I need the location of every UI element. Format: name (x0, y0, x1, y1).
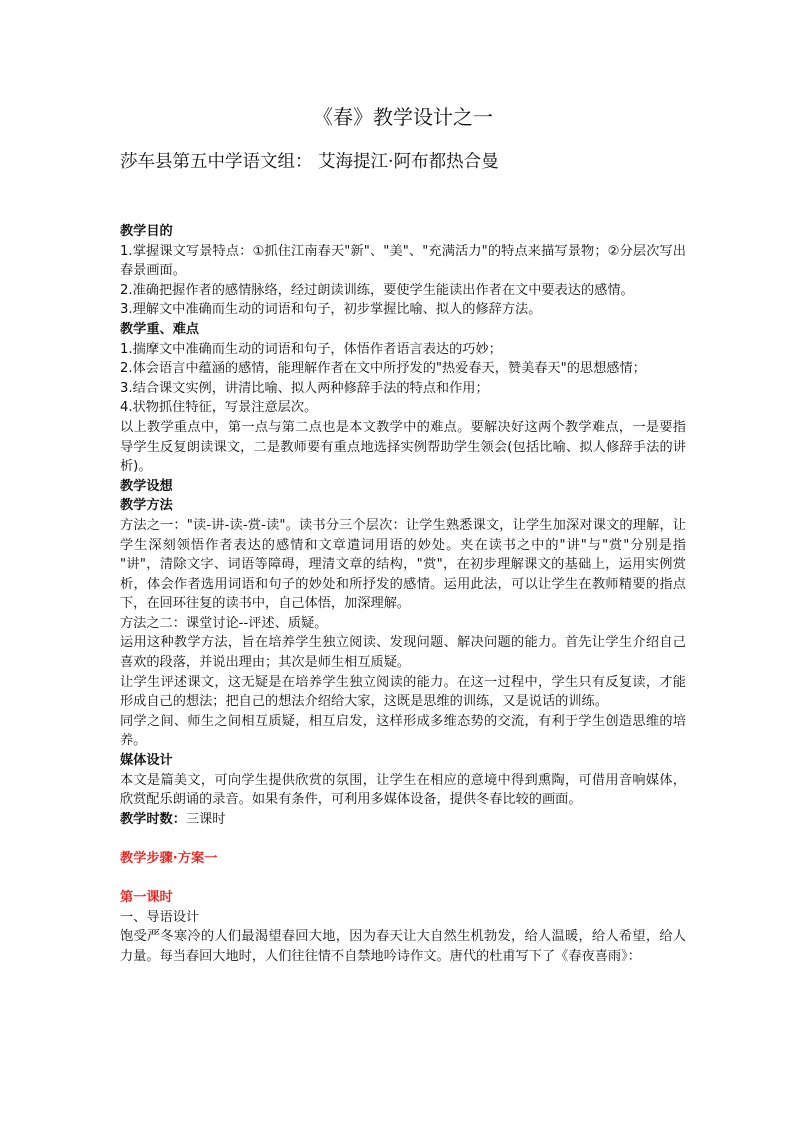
intro-paragraph: 饱受严冬寒冷的人们最渴望春回大地，因为春天让大自然生机勃发，给人温暖，给人希望，给人力量。每当春回大地时，人们往往情不自禁地吟诗作文。唐代的杜甫写下了《春夜喜雨》： (120, 929, 686, 964)
method-paragraph: 运用这种教学方法，旨在培养学生独立阅读、发现问题、解决问题的能力。首先让学生介绍自己喜欢的段落，并说出理由；其次是师生相互质疑。 (120, 635, 686, 671)
intro-heading: 一、导语设计 (120, 909, 200, 925)
key-point-item: 2.体会语言中蕴涵的感情，能理解作者在文中所抒发的"热爱春天，赞美春天"的思想感情； (120, 361, 646, 377)
goal-item: 1.掌握课文写景特点：①抓住江南春天"新"、"美"、"充满活力"的特点来描写景物；②分层次写出春景画面。 (120, 243, 686, 279)
author-line: 莎车县第五中学语文组： 艾海提江·阿布都热合曼 (120, 152, 499, 172)
section-heading-method: 教学方法 (120, 498, 173, 514)
lesson-heading: 第一课时 (120, 890, 173, 906)
method-paragraph: 方法之一："读-讲-读-赏-读"。读书分三个层次：让学生熟悉课文，让学生加深对课文的理解，让学生深刻领悟作者表达的感情和文章遣词用语的妙处。夹在读书之中的"讲"与"赏"分别是指 "讲"，清除文字、词语等障碍，理清文章的结构，"赏"，在初步理解课文的基础上，运用实例赏析，体会作者选用词语和句子的妙处和所抒发的感情。运用此法，可以让学生在教师精要的指点下，在回环往复的读书中，自己体悟，加深理解。 (120, 517, 686, 612)
teaching-hours-value: 三课时 (185, 811, 226, 827)
key-point-item: 3.结合课文实例，讲清比喻、拟人两种修辞手法的特点和作用； (120, 380, 489, 396)
document-title: 《春》教学设计之一 (313, 105, 493, 129)
method-paragraph: 让学生评述课文，这无疑是在培养学生独立阅读的能力。在这一过程中，学生只有反复读，才能形成自己的想法；把自己的想法介绍给大家，这既是思维的训练，又是说话的训练。 (120, 674, 686, 710)
media-paragraph: 本文是篇美文，可向学生提供欣赏的氛围，让学生在相应的意境中得到熏陶，可借用音响媒体，欣赏配乐朗诵的录音。如果有条件，可利用多媒体设备，提供冬春比较的画面。 (120, 772, 686, 808)
section-heading-key-points: 教学重、难点 (120, 321, 200, 337)
spacer (120, 869, 686, 889)
spacer (120, 829, 686, 849)
document-body (120, 222, 686, 967)
goal-item: 3.理解文中准确而生动的词语和句子，初步掌握比喻、拟人的修辞方法。 (120, 302, 542, 318)
key-point-item: 4.状物抓住特征，写景注意层次。 (120, 400, 318, 416)
method-paragraph: 方法之二：课堂讨论--评述、质疑。 (120, 615, 328, 631)
key-point-paragraph: 以上教学重点中，第一点与第二点也是本文教学中的难点。要解决好这两个教学难点，一是要指导学生反复朗读课文，二是教师要有重点地选择实例帮助学生领会(包括比喻、拟人修辞手法的讲析)。 (120, 419, 686, 475)
section-heading-idea: 教学设想 (120, 478, 173, 494)
key-point-item: 1.揣摩文中准确而生动的词语和句子，体悟作者语言表达的巧妙； (120, 341, 502, 357)
section-heading-media: 媒体设计 (120, 753, 173, 769)
steps-heading: 教学步骤·方案一 (120, 851, 218, 866)
goal-item: 2.准确把握作者的感情脉络，经过朗读训练，要使学生能读出作者在文中要表达的感情。 (120, 282, 634, 298)
method-paragraph: 同学之间、师生之间相互质疑，相互启发，这样形成多维态势的交流，有利于学生创造思维的培养。 (120, 713, 686, 749)
teaching-hours (120, 810, 686, 830)
section-heading-goals: 教学目的 (120, 224, 173, 239)
teaching-hours-label: 教学时数： (120, 811, 186, 827)
